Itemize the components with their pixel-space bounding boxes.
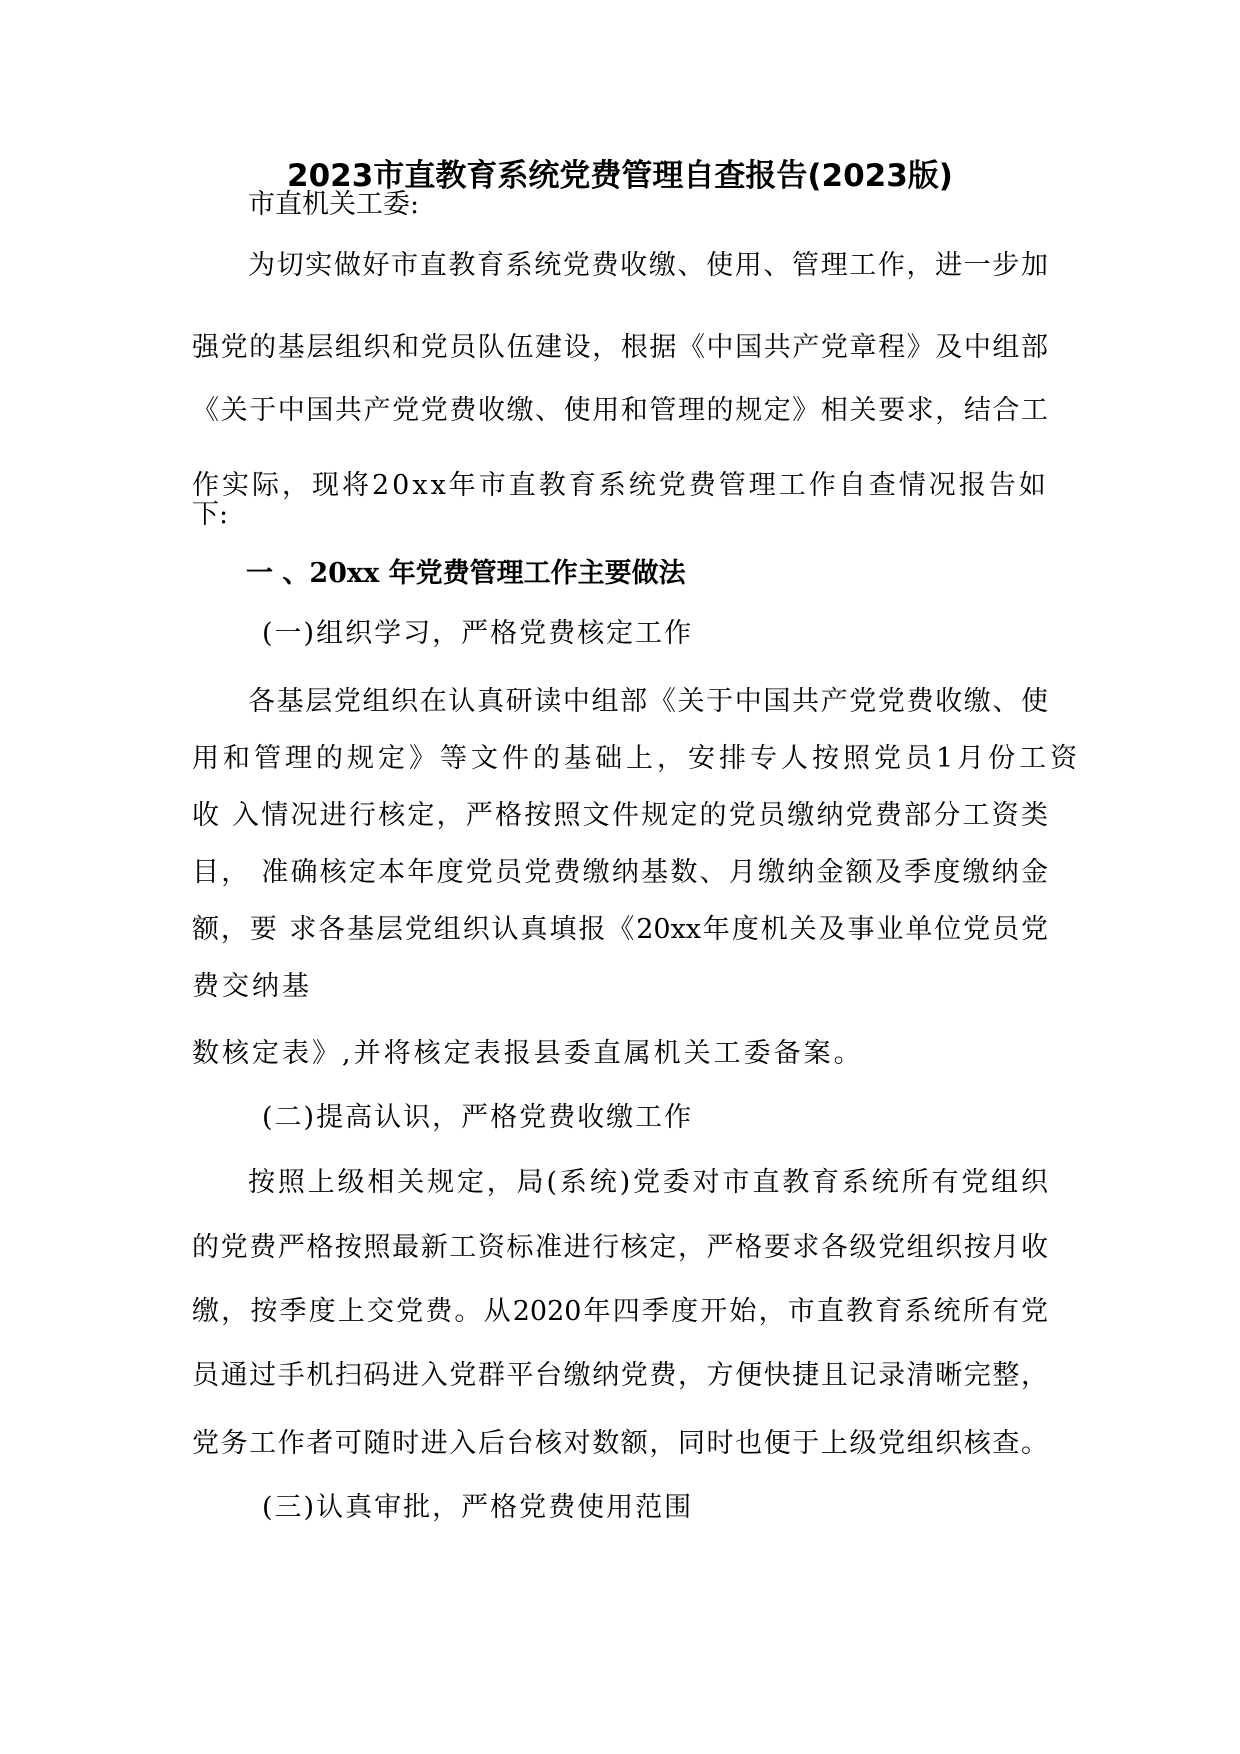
sub1-line-6: 费交纳基 [192, 971, 312, 1002]
sub2-line-5: 党务工作者可随时进入后台核对数额，同时也便于上级党组织核查。 [192, 1428, 1048, 1459]
sub1-line-3: 收 入情况进行核定，严格按照文件规定的党员缴纳党费部分工资类 [192, 800, 1048, 831]
intro-line-5: 下: [192, 499, 229, 530]
salutation: 市直机关工委: [248, 189, 420, 220]
subsection-heading-2: (二)提高认识，严格党费收缴工作 [262, 1102, 694, 1133]
intro-line-1: 为切实做好市直教育系统党费收缴、使用、管理工作，进一步加 [248, 250, 1048, 281]
sub1-line-5: 额，要 求各基层党组织认真填报《20xx年度机关及事业单位党员党 [192, 914, 1048, 945]
subsection-heading-1: (一)组织学习，严格党费核定工作 [262, 618, 694, 649]
sub2-line-3: 缴，按季度上交党费。从2020年四季度开始，市直教育系统所有党 [192, 1296, 1048, 1327]
sub1-line-4: 目， 准确核定本年度党员党费缴纳基数、月缴纳金额及季度缴纳金 [192, 857, 1048, 888]
sub1-line-2: 用和管理的规定》等文件的基础上，安排专人按照党员1月份工资 [192, 743, 1082, 774]
intro-line-3: 《关于中国共产党党费收缴、使用和管理的规定》相关要求，结合工 [192, 395, 1048, 426]
sub2-line-1: 按照上级相关规定，局(系统)党委对市直教育系统所有党组织 [248, 1167, 1048, 1198]
intro-line-4: 作实际，现将20xx年市直教育系统党费管理工作自查情况报告如 [192, 470, 1049, 501]
section-heading-1: 一 、20xx 年党费管理工作主要做法 [246, 558, 686, 589]
intro-line-2: 强党的基层组织和党员队伍建设，根据《中国共产党章程》及中组部 [192, 332, 1048, 363]
sub2-line-2: 的党费严格按照最新工资标准进行核定，严格要求各级党组织按月收 [192, 1232, 1048, 1263]
document-title: 2023市直教育系统党费管理自查报告(2023版) [287, 158, 953, 194]
subsection-heading-3: (三)认真审批，严格党费使用范围 [262, 1492, 694, 1523]
sub1-line-7: 数核定表》,并将核定表报县委直属机关工委备案。 [192, 1038, 864, 1069]
sub1-line-1: 各基层党组织在认真研读中组部《关于中国共产党党费收缴、使 [248, 686, 1048, 717]
sub2-line-4: 员通过手机扫码进入党群平台缴纳党费，方便快捷且记录清晰完整， [192, 1360, 1048, 1391]
